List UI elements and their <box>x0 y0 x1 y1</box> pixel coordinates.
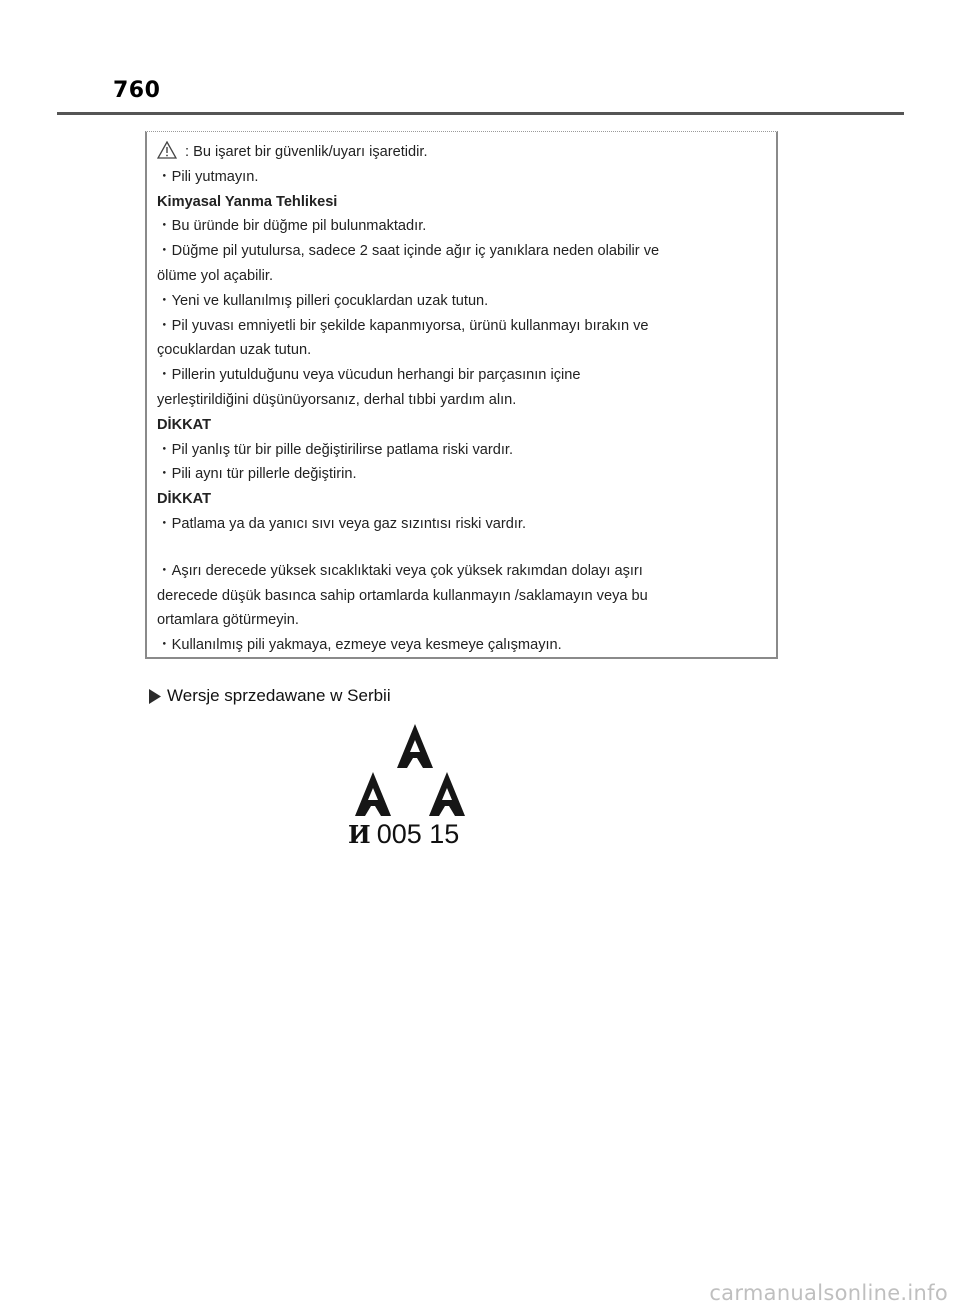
warning-line-text: ・Düğme pil yutulursa, sadece 2 saat içinde ağır iç yanıklara neden olabilir ve <box>157 243 660 260</box>
warning-line-text: ortamlara götürmeyin. <box>157 612 299 629</box>
warning-line-text: ・Pil yanlış tür bir pille değiştirilirse patlama riski vardır. <box>157 441 514 458</box>
section-heading <box>148 686 391 706</box>
warning-line-text: : Bu işaret bir güvenlik/uyarı işaretidir. <box>185 144 428 160</box>
section-label: Wersje sprzedawane w Serbii <box>167 686 391 705</box>
warning-line <box>157 559 766 584</box>
warning-line <box>157 633 766 658</box>
warning-line-text: ölüme yol açabilir. <box>157 267 273 284</box>
warning-line <box>157 314 766 339</box>
warning-line-text: yerleştirildiğini düşünüyorsanız, derhal tıbbi yardım alın. <box>157 391 517 408</box>
warning-line <box>157 264 766 289</box>
warning-line-text: DİKKAT <box>157 491 212 508</box>
serbian-certification-mark-icon <box>345 722 485 819</box>
warning-line <box>157 338 766 363</box>
warning-line <box>157 214 766 239</box>
certification-letter: И <box>348 820 371 849</box>
warning-line-text: ・Patlama ya da yanıcı sıvı veya gaz sızıntısı riski vardır. <box>157 515 527 532</box>
warning-line <box>157 363 766 388</box>
header-divider <box>57 112 904 115</box>
warning-triangle-icon <box>157 141 177 159</box>
warning-line-text: ・Pil yuvası emniyetli bir şekilde kapanmıyorsa, ürünü kullanmayı bırakın ve <box>157 317 649 334</box>
warning-line <box>157 140 766 165</box>
warning-line <box>157 165 766 190</box>
warning-line-text: çocuklardan uzak tutun. <box>157 342 312 359</box>
warning-line-text: ・Yeni ve kullanılmış pilleri çocuklardan uzak tutun. <box>157 292 489 309</box>
warning-line <box>157 462 766 487</box>
warning-line-text: Kimyasal Yanma Tehlikesi <box>157 193 338 210</box>
warning-line-text: ・Aşırı derecede yüksek sıcaklıktaki veya çok yüksek rakımdan dolayı aşırı <box>157 562 643 579</box>
battery-warning-box <box>145 131 778 659</box>
warning-heading <box>157 487 766 512</box>
warning-line <box>157 584 766 609</box>
warning-line-text: derecede düşük basınca sahip ortamlarda kullanmayın /saklamayın veya bu <box>157 587 648 604</box>
warning-line-text: DİKKAT <box>157 416 212 433</box>
warning-line-text: ・Pili aynı tür pillerle değiştirin. <box>157 466 357 483</box>
watermark: carmanualsonline.info <box>709 1281 948 1305</box>
certification-mark <box>345 722 485 857</box>
warning-line <box>157 289 766 314</box>
warning-line <box>157 512 766 537</box>
arrow-right-icon <box>148 689 162 704</box>
warning-heading <box>157 413 766 438</box>
certification-code-row <box>345 819 485 850</box>
warning-line <box>157 388 766 413</box>
warning-line-text: ・Pili yutmayın. <box>157 168 259 185</box>
warning-line-text: ・Pillerin yutulduğunu veya vücudun herhangi bir parçasının içine <box>157 367 581 384</box>
warning-heading <box>157 190 766 215</box>
warning-line-text: ・Bu üründe bir düğme pil bulunmaktadır. <box>157 218 427 235</box>
warning-line <box>157 239 766 264</box>
warning-line <box>157 438 766 463</box>
warning-line <box>157 537 766 559</box>
page-number: 760 <box>113 78 161 103</box>
warning-line-text: ・Kullanılmış pili yakmaya, ezmeye veya kesmeye çalışmayın. <box>157 637 562 654</box>
warning-line <box>157 608 766 633</box>
certification-code: 005 15 <box>376 819 460 849</box>
